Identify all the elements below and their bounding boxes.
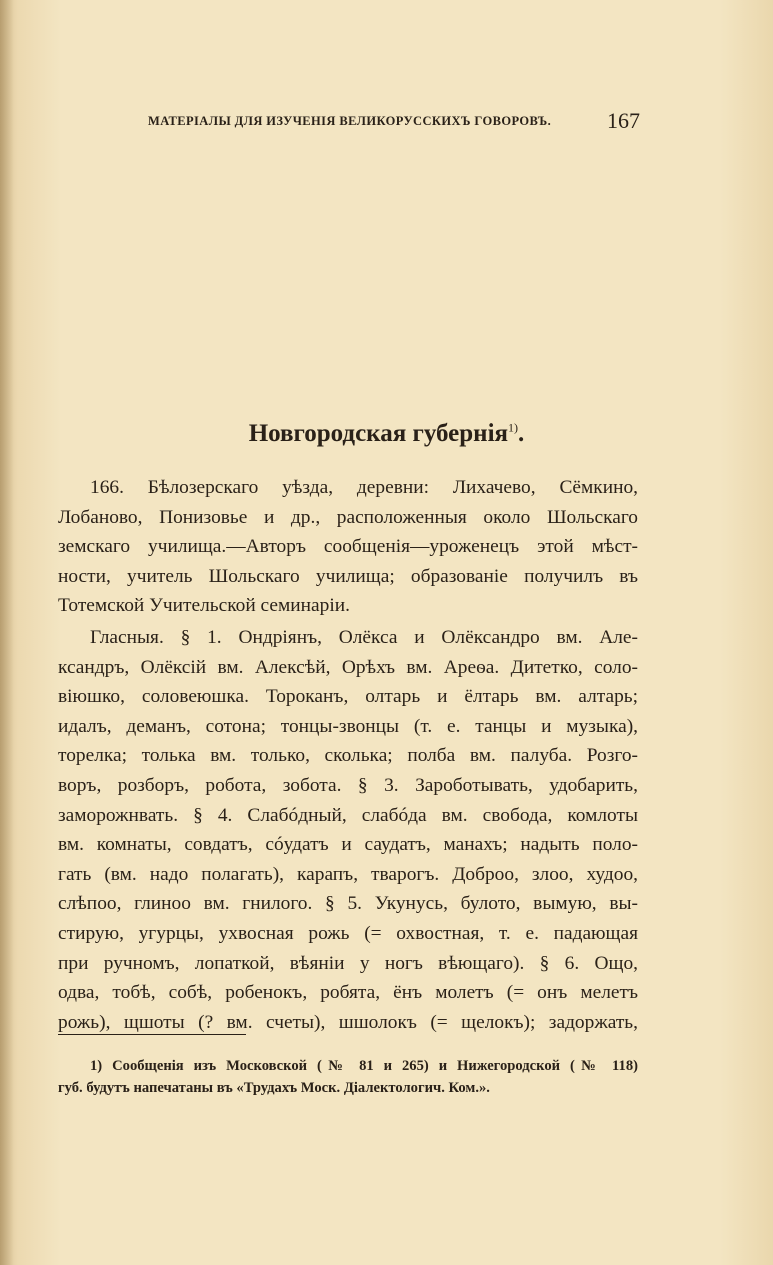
text-line: при ручномъ, лопаткой, вѣяніи у ногъ вѣющаго). § 6. Ощо, [58,952,638,974]
footnote-line [58,1055,638,1077]
text-line: слѣпоо, глиноо вм. гнилого. § 5. Укунусь, булото, вымую, вы- [58,893,638,915]
text-line-content: Гласныя. § 1. Ондріянъ, Олёкса и Олёксандро вм. Але- [90,627,638,648]
text-line: гать (вм. надо полагать), карапъ, тварогъ. Доброо, злоо, худоо, [58,863,638,885]
section-title-period: . [518,420,525,447]
text-line: ксандръ, Олёксій вм. Алексѣй, Орѣхъ вм. Ареѳа. Дитетко, соло- [58,656,638,678]
paragraph-1 [58,473,638,621]
running-head [148,108,640,136]
text-line: Тотемской Учительской семинаріи. [58,595,350,617]
binding-gutter [0,0,14,1265]
footnote-line-content: 1) Сообщенія изъ Московской (№ 81 и 265) и Нижегородской (№ 118) [90,1058,638,1074]
text-line: Лобаново, Понизовье и др., расположенныя около Шольскаго [58,506,638,528]
text-line: идалъ, деманъ, сотона; тонцы-звонцы (т. е. танцы и музыка), [58,715,638,737]
text-line: віюшко, соловеюшка. Тороканъ, олтарь и ёлтарь вм. алтарь; [58,686,638,708]
page-number: 167 [607,108,640,133]
section-title-text: Новгородская губернія [248,420,509,447]
text-line-content: 166. Бѣлозерскаго уѣзда, деревни: Лихачево, Сёмкино, [90,477,638,498]
footnote-marker: 1) [508,420,519,435]
section-title [0,420,773,448]
footnote [58,1055,638,1099]
paragraph-2 [58,623,638,1037]
text-line [58,623,638,653]
text-line: воръ, розборъ, робота, зобота. § 3. Зароботывать, удобарить, [58,774,638,796]
text-line: заморожнвать. § 4. Слабóдный, слабóда вм. свобода, комлоты [58,804,638,826]
text-line: земскаго училища.—Авторъ сообщенія—уроженецъ этой мѣст- [58,536,638,558]
text-line: ности, учитель Шольскаго училища; образованіе получилъ въ [58,565,638,587]
text-line: торелка; толька вм. только, сколька; полба вм. палуба. Розго- [58,745,638,767]
text-line: одва, тобѣ, собѣ, робенокъ, робята, ёнъ молетъ (= онъ мелетъ [58,982,638,1004]
text-line [58,473,638,503]
footnote-line: губ. будутъ напечатаны въ «Трудахъ Моск. Діалектологич. Ком.». [58,1080,490,1096]
text-line: стирую, угурцы, ухвосная рожь (= охвостная, т. е. падающая [58,922,638,944]
text-line: рожь), щшоты (? вм. счеты), шшолокъ (= щелокъ); задоржать, [58,1011,638,1033]
footnote-rule [58,1034,246,1035]
running-title: МАТЕРІАЛЫ ДЛЯ ИЗУЧЕНІЯ ВЕЛИКОРУССКИХЪ ГОВОРОВЪ. [148,114,552,128]
text-line: вм. комнаты, совдатъ, сóудатъ и саудатъ, манахъ; надыть поло- [58,834,638,856]
